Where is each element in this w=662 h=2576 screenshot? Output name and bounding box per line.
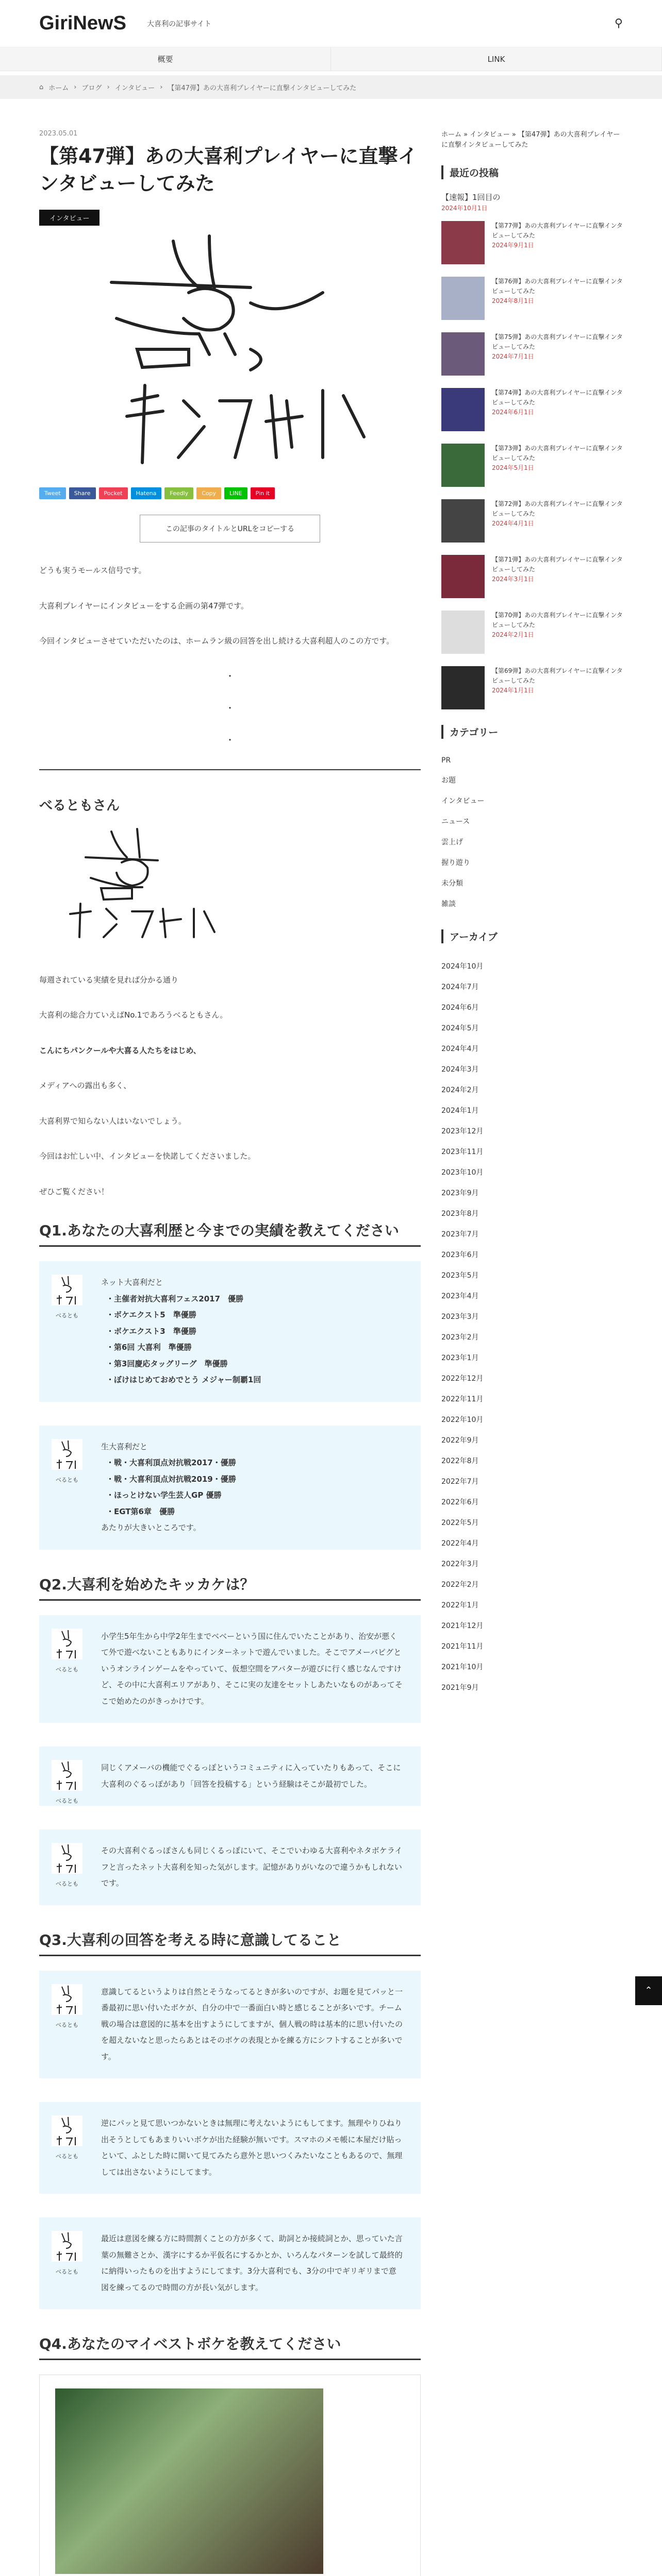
post-text [492,444,623,487]
profile-text: メディアへの露出も多く、 [39,1081,131,1091]
archive-item[interactable]: 2024年2月 [441,1086,479,1094]
share-pinterest[interactable]: Pin it [251,487,275,499]
archive-item[interactable]: 2023年5月 [441,1271,479,1280]
archive-item[interactable]: 2023年7月 [441,1230,479,1239]
archive-item[interactable]: 2022年1月 [441,1601,479,1609]
archive-item[interactable]: 2022年3月 [441,1560,479,1568]
intro-text: 大喜利プレイヤーにインタビューをする企画の第47弾です。 [39,601,249,611]
category-item[interactable]: 握り遊り [441,858,470,867]
answer-line: あたりが大きいところです。 [101,1523,201,1533]
category-item[interactable]: インタビュー [441,796,485,805]
category-heading: カテゴリー [441,725,623,739]
archive-item[interactable]: 2022年4月 [441,1539,479,1548]
post-title: 【第75弾】あの大喜利プレイヤーに直撃インタビューしてみた [492,333,623,350]
avatar-name: べるとも [56,2153,78,2160]
archive-item[interactable]: 2021年10月 [441,1663,484,1671]
post-title: 【第72弾】あの大喜利プレイヤーに直撃インタビューしてみた [492,500,623,517]
global-nav [0,47,662,71]
archive-item[interactable]: 2023年1月 [441,1353,479,1362]
post-thumbnail [441,221,485,264]
sidebar [441,130,623,2576]
archive-item[interactable]: 2023年2月 [441,1333,479,1342]
copy-url-button[interactable]: この記事のタイトルとURLをコピーする [140,515,320,543]
post-date: 2024年7月1日 [492,352,534,360]
profile-text: 大喜利の総合力ていえばNo.1であろうべるともさん。 [39,1010,228,1020]
share-facebook[interactable]: Share [69,487,96,499]
profile-text: こんにちパンクールや大喜る人たちをはじめ、 [39,1045,201,1055]
recent-post[interactable] [441,388,623,431]
site-header [0,0,662,47]
post-date: 2024年5月1日 [492,464,534,471]
category-item[interactable]: PR [441,756,451,765]
avatar-name: べるとも [56,1798,78,1805]
answer-line: その大喜利ぐるっぽさんも同じくるっぽにいて、そこでいわゆる大喜利やネタボケライフと言ったネット大喜利を知った気がします。記憶がありがいなので違うかもしれないです。 [101,1846,403,1888]
post-text [492,499,623,543]
answer-line: 同じくアメーバの機能でぐるっぽというコミュニティに入っていたりもあって、そこに大喜利のぐるっぽがあり「回答を投稿する」という経験はそこが最初でした。 [101,1763,401,1789]
recent-post[interactable] [441,277,623,320]
answer-box [39,1971,421,2079]
avatar-name: べるとも [56,2021,78,2028]
sidebar-breadcrumb: ホーム » インタビュー » 【第47弾】あの大喜利プレイヤーに直撃インタビューしてみた [441,131,620,149]
archive-item[interactable]: 2023年6月 [441,1250,479,1259]
archive-item[interactable]: 2024年10月 [441,962,484,971]
search-icon[interactable]: ⚲ [614,17,623,30]
avatar [46,1760,88,1807]
answer-line: ・戦・大喜利頂点対抗戦2017・優勝 [106,1458,236,1468]
archive-item[interactable]: 2024年1月 [441,1106,479,1115]
post-date: 2024年9月1日 [492,241,534,249]
answer-line: 生大喜利だと [101,1442,148,1451]
archive-item[interactable]: 2023年8月 [441,1209,479,1218]
recent-list [441,221,623,709]
home-icon[interactable]: ⌂ [39,83,44,91]
archive-item[interactable]: 2022年11月 [441,1395,484,1403]
answer-line: 意識してるというよりは自然とそうなってるときが多いのですが、お題を見てパッと一番最初に思い付いたボケが、自分の中で一番面白い時と感じることが多いです。チーム戦の場合は意図的に基本を出すようにしてますが、個人戦の時は基本的に思い付いたのを超えないなと思ったらあとはそのボケの表現とかを練る方にシフトすることが多いです。 [101,1987,403,2061]
share-twitter[interactable]: Tweet [39,487,66,499]
archive-item[interactable]: 2024年4月 [441,1044,479,1053]
breadcrumb-blog[interactable]: ブログ [81,84,102,92]
post-title: 【第74弾】あの大喜利プレイヤーに直撃インタビューしてみた [492,388,623,406]
post-thumbnail [441,444,485,487]
post-thumbnail [441,499,485,543]
avatar [46,1984,88,2031]
post-date: 2024年2月1日 [492,631,534,638]
breadcrumb-current: 【第47弾】あの大喜利プレイヤーに直撃インタビューしてみた [168,84,357,92]
answer-line: ・戦・大喜利頂点対抗戦2019・優勝 [106,1474,236,1484]
question-heading: Q2.大喜利を始めたキッカケは？ [39,1573,421,1601]
archive-heading: アーカイブ [441,929,623,943]
recent-post[interactable] [441,666,623,709]
avatar-name: べるとも [56,1312,78,1319]
post-title: 【第47弾】あの大喜利プレイヤーに直撃インタビューしてみた [39,145,418,195]
archive-item[interactable]: 2023年9月 [441,1189,479,1197]
archive-item[interactable]: 2023年11月 [441,1147,484,1156]
archive-item[interactable]: 2023年4月 [441,1292,479,1300]
card-photo [55,2388,323,2574]
question-heading: Q4.あなたのマイベストボケを教えてください [39,2333,421,2360]
avatar [46,1629,88,1675]
recent-post[interactable] [441,221,623,264]
quote-card[interactable] [39,2375,421,2576]
answer-line: ・第6回 大喜利 準優勝 [106,1343,192,1352]
archive-item[interactable]: 2021年9月 [441,1683,479,1692]
question-heading: Q1.あなたの大喜利歴と今までの実績を教えてください [39,1219,421,1247]
avatar-name: べるとも [56,1476,78,1483]
dot-separator: ・ [225,671,235,682]
post-title: 【第69弾】あの大喜利プレイヤーに直撃インタビューしてみた [492,667,623,684]
profile-text: 毎週されている実績を見れば分かる通り [39,975,179,985]
post-date: 2023.05.01 [39,130,78,138]
intro-text: 今回インタビューさせていただいたのは、ホームラン級の回答を出し続ける大喜利超人のこの方です。 [39,636,394,646]
answer-box [39,1747,421,1806]
profile-text: ぜひご覧ください！ [39,1187,109,1196]
answer-box [39,2217,421,2309]
post-thumbnail [441,388,485,431]
recent-heading: 最近の投稿 [441,165,623,179]
divider [39,769,421,770]
category-item[interactable]: 雲上げ [441,838,463,846]
post-thumbnail [441,332,485,376]
share-feedly[interactable]: Feedly [164,487,193,499]
answer-line: ・ほっとけない学生芸人GP 優勝 [106,1490,222,1500]
archive-list [441,956,623,1698]
archive-item[interactable]: 2021年11月 [441,1642,484,1651]
archive-item[interactable]: 2022年6月 [441,1498,479,1506]
post-date: 2024年6月1日 [492,408,534,416]
recent-post[interactable] [441,555,623,598]
post-text [492,277,623,320]
avatar [46,2115,88,2162]
avatar-name: べるとも [56,1880,78,1888]
answer-line: ・ぼけはじめておめでとう メジャー制覇1回 [106,1375,261,1385]
post-text [492,555,623,598]
share-pocket[interactable]: Pocket [99,487,128,499]
avatar-name: べるとも [56,1666,78,1673]
profile-illustration [55,826,230,940]
breadcrumb-category[interactable]: インタビュー [114,84,155,92]
archive-item[interactable]: 2024年5月 [441,1024,479,1032]
avatar [46,2231,88,2278]
post-text [492,221,623,264]
breadcrumb: ⌂ ホーム › ブログ › インタビュー › 【第47弾】あの大喜利プレイヤーに直撃インタビューしてみた [0,75,662,99]
archive-item[interactable]: 2022年7月 [441,1477,479,1486]
category-item[interactable]: ニュース [441,817,470,826]
eyecatch-illustration [55,231,405,473]
post-thumbnail [441,555,485,598]
answer-line: 最近は意図を練る方に時間割くことの方が多くて、助詞とか接続詞とか、思っていた言葉の無難さとか、漢字にするか平仮名にするかとか、いろんなパターンを試して最終的に納得いったものを出すようにしてます。3分大喜利でも、3分の中でギリギリまで意図を練ってるので時間の方が長い気がします。 [101,2234,403,2292]
nav-item-about[interactable]: 概要 [0,47,331,71]
post-thumbnail [441,611,485,654]
avatar-name: べるとも [56,2268,78,2276]
answer-line: 逆にパッと見て思いつかないときは無理に考えないようにもしてます。無理やりひねり出そうとしてもあまりいいボケが出た経験が無いです。スマホのメモ帳に本屋だけ貼っといて、ふとした時に開いて見てみたら意外と思いつくみたいなこともあるので、無理しては出さないようにしてます。 [101,2119,403,2177]
answer-box [39,1615,421,1723]
share-line[interactable]: LINE [224,487,247,499]
category-list [441,751,623,914]
site-tagline: 大喜利の記事サイト [146,20,211,28]
avatar [46,1275,88,1321]
post-text [492,611,623,654]
post-date: 2024年8月1日 [492,297,534,304]
archive-item[interactable]: 2022年9月 [441,1436,479,1445]
post-text [492,332,623,376]
recent-post[interactable] [441,611,623,654]
recent-post[interactable] [441,499,623,543]
site-logo[interactable]: GiriNewS [39,12,126,34]
answer-line: 小学生5年生から中学2年生までベベーという国に住んでいたことがあり、治安が悪くて外で遊べないこともありにインターネットで遊んでいました。そこでアメーバピグというオンラインゲームをやっていて、仮想空間をアバターが遊びに行く感じなんですけど、その中に大喜利エリアがあり、そこに実の友達をセットしあたいなものがあってそこで始めたのがきっかけです。 [101,1631,403,1706]
archive-item[interactable]: 2022年5月 [441,1518,479,1527]
nav-item-link[interactable]: LINK [331,47,662,71]
post-title: 【第70弾】あの大喜利プレイヤーに直撃インタビューしてみた [492,611,623,629]
recent-post[interactable] [441,444,623,487]
archive-item[interactable]: 2021年12月 [441,1621,484,1630]
archive-item[interactable]: 2022年8月 [441,1456,479,1465]
post-thumbnail [441,666,485,709]
back-to-top-button[interactable]: ⌃ [635,1976,662,2005]
profile-text: 今回はお忙しい中、インタビューを快諾してくださいました。 [39,1151,256,1161]
category-item[interactable]: 雑談 [441,900,456,908]
category-item[interactable]: 未分類 [441,879,463,888]
post-thumbnail [441,277,485,320]
answer-line: ・ボケエクスト5 準優勝 [106,1310,196,1320]
intro-text: どうも実うモールス信号です。 [39,566,146,575]
archive-item[interactable]: 2023年12月 [441,1127,484,1136]
answer-box [39,2102,421,2194]
answer-line: ・第3回慶応タッグリーグ 準優勝 [106,1359,228,1368]
post-title: 【第77弾】あの大喜利プレイヤーに直撃インタビューしてみた [492,222,623,239]
post-date: 2024年3月1日 [492,575,534,583]
answer-line: ・主催者対抗大喜利フェス2017 優勝 [106,1294,243,1303]
post-title: 【第73弾】あの大喜利プレイヤーに直撃インタビューしてみた [492,444,623,462]
recent-top-item[interactable]: 【速報】1回目の 2024年10月1日 [441,193,501,212]
qa-section [39,1219,421,2576]
share-copy[interactable]: Copy [196,487,221,499]
category-badge[interactable]: インタビュー [39,210,100,226]
article [39,130,421,2576]
dot-separator: ・ [225,703,235,714]
answer-line: ・EGT第6章 優勝 [106,1506,175,1516]
dot-separator: ・ [225,735,235,746]
archive-item[interactable]: 2023年3月 [441,1312,479,1321]
archive-item[interactable]: 2024年7月 [441,982,479,991]
category-item[interactable]: お題 [441,776,456,785]
answer-box [39,1261,421,1402]
archive-item[interactable]: 2023年10月 [441,1168,484,1177]
avatar [46,1439,88,1486]
answer-box [39,1426,421,1550]
post-text [492,666,623,709]
share-hatena[interactable]: Hatena [131,487,162,499]
post-date: 2024年1月1日 [492,686,534,694]
archive-item[interactable]: 2024年3月 [441,1065,479,1074]
person-name: べるともさん [39,798,120,814]
archive-item[interactable]: 2022年2月 [441,1580,479,1589]
answer-box [39,1829,421,1905]
archive-item[interactable]: 2024年6月 [441,1003,479,1012]
recent-post[interactable] [441,332,623,376]
post-text [492,388,623,431]
question-heading: Q3.大喜利の回答を考える時に意識してること [39,1929,421,1956]
post-title: 【第76弾】あの大喜利プレイヤーに直撃インタビューしてみた [492,277,623,295]
post-date: 2024年4月1日 [492,519,534,527]
answer-line: ・ボケエクスト3 準優勝 [106,1326,196,1336]
breadcrumb-home[interactable]: ホーム [48,84,69,92]
avatar [46,1843,88,1890]
answer-line: ネット大喜利だと [101,1278,163,1287]
share-buttons [39,487,421,499]
post-title: 【第71弾】あの大喜利プレイヤーに直撃インタビューしてみた [492,555,623,573]
archive-item[interactable]: 2022年12月 [441,1374,484,1383]
archive-item[interactable]: 2022年10月 [441,1415,484,1424]
profile-text: 大喜利界で知らない人はいないでしょう。 [39,1116,187,1126]
